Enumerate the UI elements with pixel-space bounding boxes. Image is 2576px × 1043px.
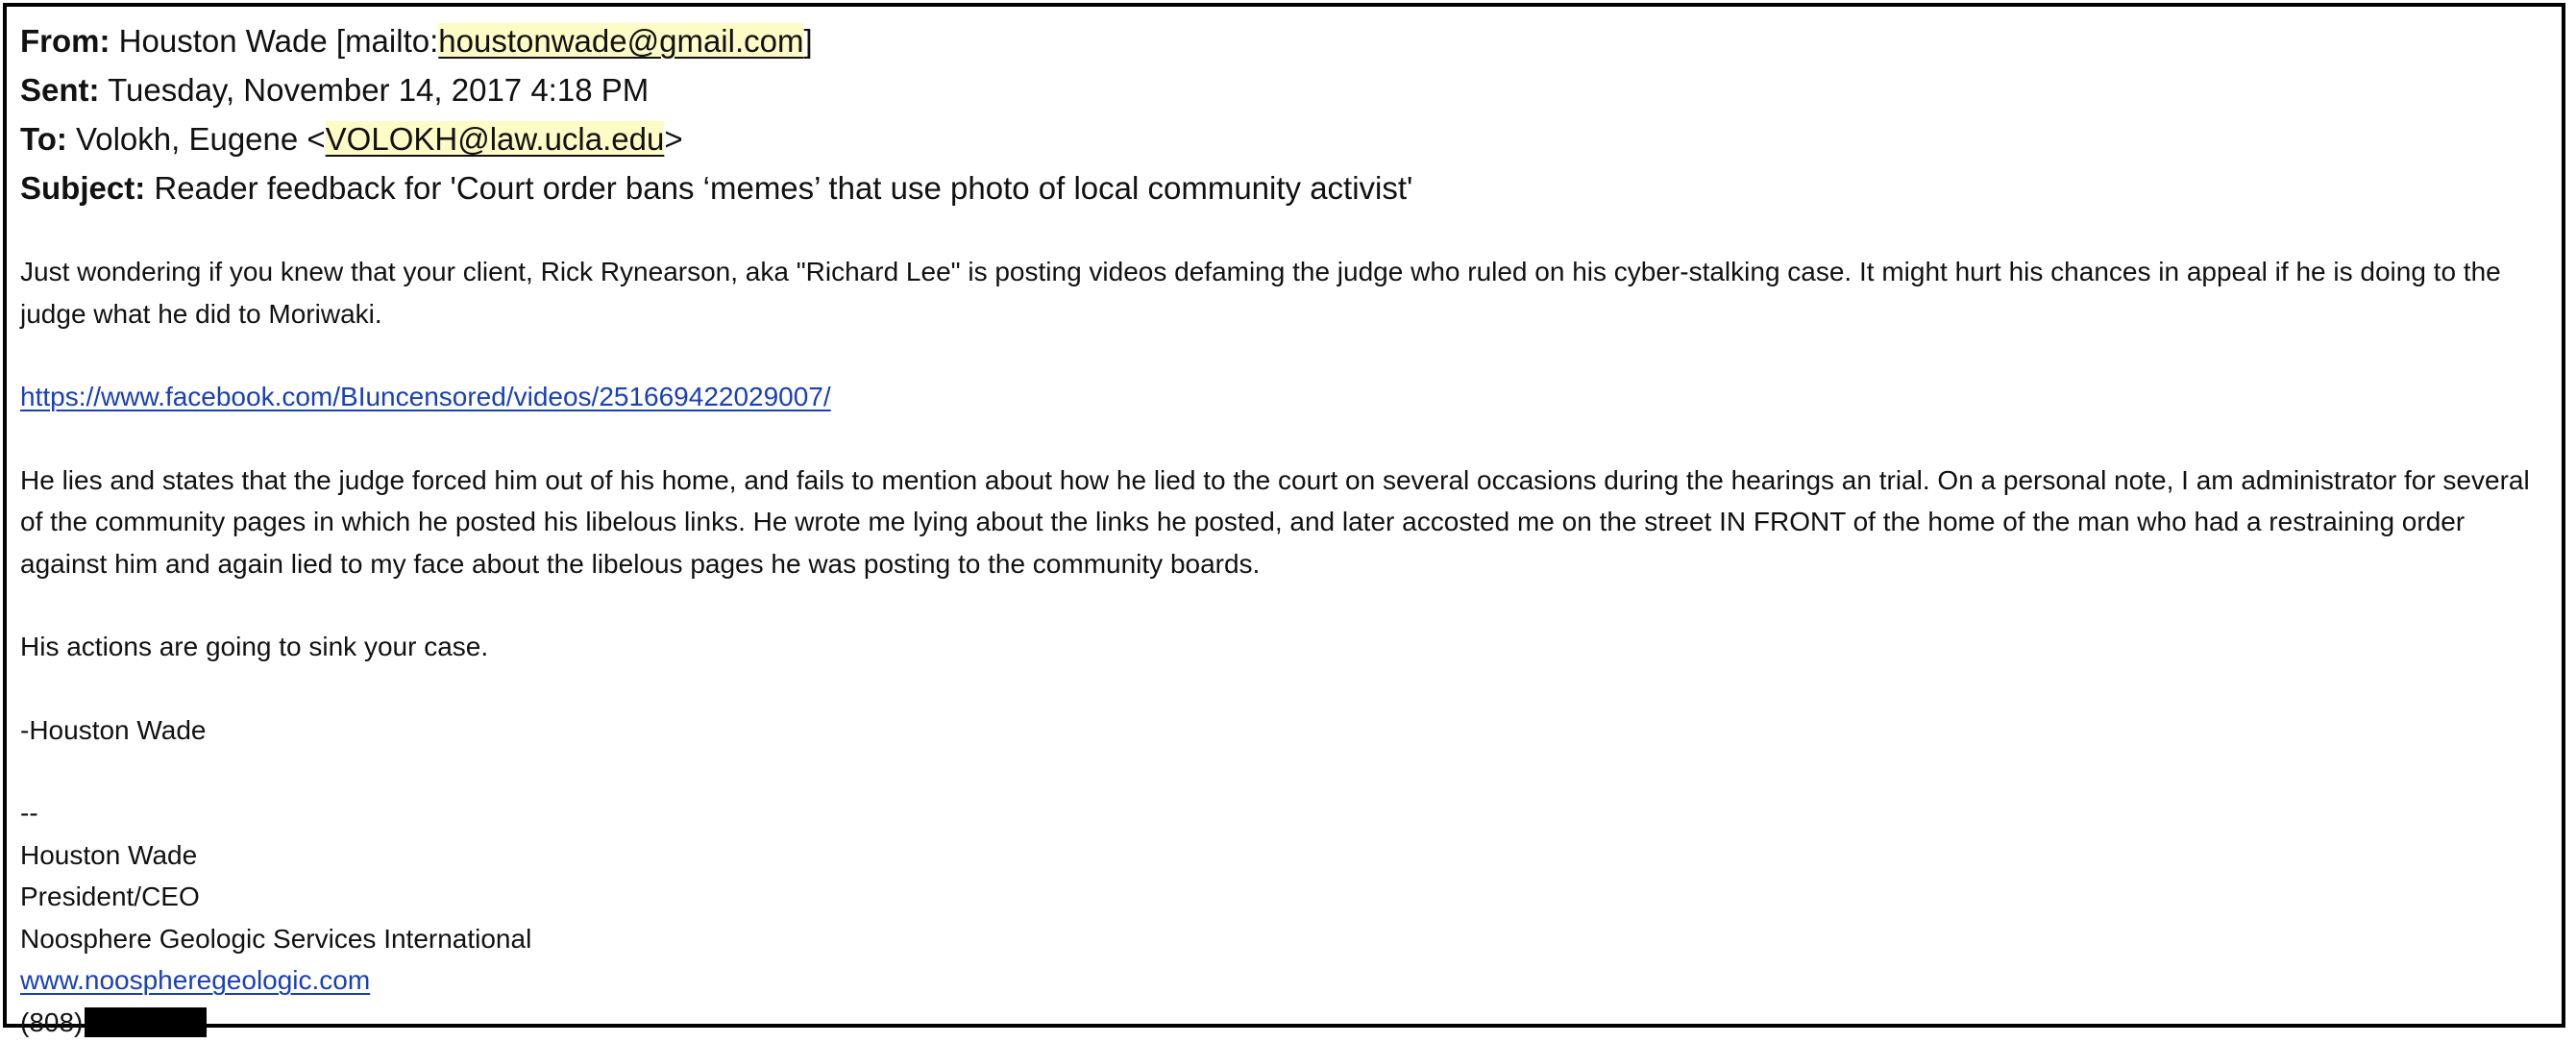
to-label: To: (20, 121, 67, 157)
to-name: Volokh, Eugene < (76, 121, 326, 157)
signature-title: President/CEO (20, 876, 2552, 918)
from-email-link[interactable]: houstonwade@gmail.com (438, 23, 803, 59)
body-paragraph-3: His actions are going to sink your case. (20, 626, 2552, 668)
phone-prefix: (808) (20, 1007, 83, 1037)
header-sent (20, 65, 2552, 114)
signature-website-row (20, 959, 2552, 1002)
header-subject (20, 163, 2552, 212)
body-link-row (20, 376, 2552, 418)
signature-separator: -- (20, 792, 2552, 834)
from-name: Houston Wade [mailto: (119, 23, 439, 59)
email-content (20, 16, 2552, 1043)
email-frame (3, 3, 2565, 1028)
signature-name: Houston Wade (20, 834, 2552, 877)
header-from (20, 16, 2552, 65)
header-to (20, 114, 2552, 163)
website-link[interactable]: www.noospheregeologic.com (20, 965, 370, 995)
signature-phone (20, 1002, 2552, 1043)
to-email-link[interactable]: VOLOKH@law.ucla.edu (326, 121, 665, 157)
facebook-video-link[interactable]: https://www.facebook.com/BIuncensored/videos/251669422029007/ (20, 382, 831, 411)
signature-company: Noosphere Geologic Services International (20, 918, 2552, 960)
subject-value: Reader feedback for 'Court order bans ‘memes’ that use photo of local community activist' (154, 170, 1412, 206)
sent-value: Tuesday, November 14, 2017 4:18 PM (108, 72, 649, 108)
from-close: ] (803, 23, 812, 59)
subject-label: Subject: (20, 170, 145, 206)
redaction-bar (85, 1007, 207, 1037)
from-label: From: (20, 23, 110, 59)
body-paragraph-1: Just wondering if you knew that your client, Rick Rynearson, aka "Richard Lee" is posting videos defaming the judge who ruled on his cyber-stalking case. It might hurt his chances in appeal if he is doing to the judge what he did to Moriwaki. (20, 251, 2552, 335)
sent-label: Sent: (20, 72, 100, 108)
body-paragraph-2: He lies and states that the judge forced him out of his home, and fails to mention about how he lied to the court on several occasions during the hearings an trial. On a personal note, I am administrator for several of the community pages in which he posted his libelous links. He wrote me lying about the links he posted, and later accosted me on the street IN FRONT of the home of the man who had a restraining order against him and again lied to my face about the libelous pages he was posting to the community boards. (20, 459, 2552, 585)
to-close: > (664, 121, 682, 157)
body-signoff: -Houston Wade (20, 709, 2552, 752)
